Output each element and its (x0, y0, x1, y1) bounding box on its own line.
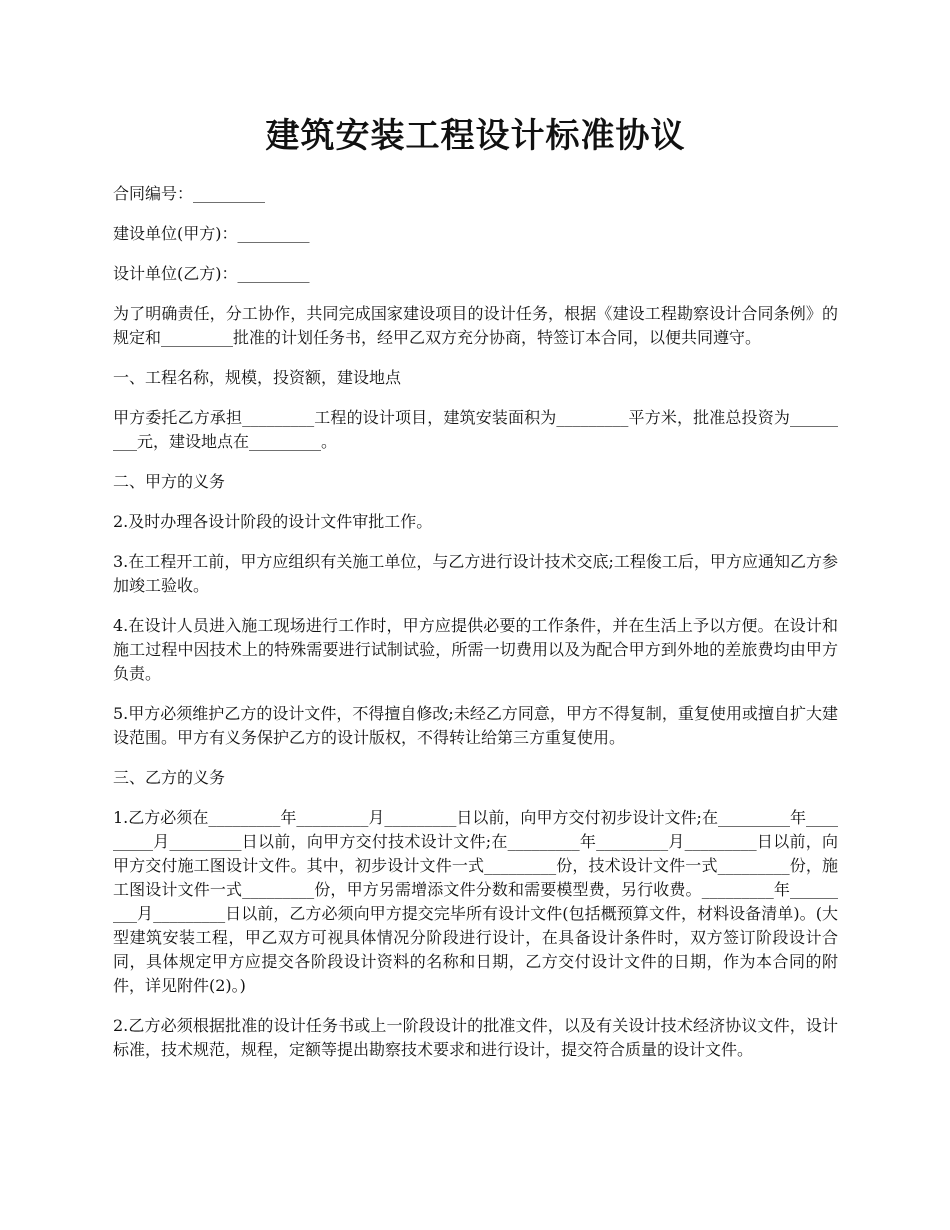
section-2-item: 4.在设计人员进入施工现场进行工作时，甲方应提供必要的工作条件，并在生活上予以方便。在设计和施工过程中因技术上的特殊需要进行试制试验，所需一切费用以及为配合甲方到外地的差旅费均由甲方负责。 (113, 616, 838, 683)
document-title: 建筑安装工程设计标准协议 (265, 116, 686, 156)
party-b-label: 设计单位(乙方)： (113, 264, 238, 283)
section-1-heading: 一、工程名称，规模，投资额，建设地点 (113, 368, 402, 387)
party-b-blank: _________ (237, 264, 310, 283)
section-2-item: 5.甲方必须维护乙方的设计文件，不得擅自修改;未经乙方同意，甲方不得复制，重复使用或擅自扩大建设范围。甲方有义务保护乙方的设计版权，不得转让给第三方重复使用。 (113, 704, 838, 747)
contract-number-blank: _________ (193, 184, 266, 203)
section-2-heading: 二、甲方的义务 (113, 472, 226, 491)
section-3-item: 1.乙方必须在_________年_________月_________日以前，向甲方交付初步设计文件;在_________年_________月_________日以前，向甲方交付技术设计文件;在_________年_________月_________日以前，向甲方交付施工图设计文件。其中，初步设计文件一式_________份，技术设计文件一式_________份，施工图设计文件一式_________份，甲方另需增添文件分数和需要模型费，另行收费。_________年_________月_________日以前，乙方必须向甲方提交完毕所有设计文件(包括概预算文件，材料设备清单)。(大型建筑安装工程，甲乙双方可视具体情况分阶段进行设计，在具备设计条件时，双方签订阶段设计合同，具体规定甲方应提交各阶段设计资料的名称和日期，乙方交付设计文件的日期，作为本合同的附件，详见附件(2)。) (113, 808, 838, 995)
section-3-item: 2.乙方必须根据批准的设计任务书或上一阶段设计的批准文件，以及有关设计技术经济协议文件，设计标准，技术规范，规程，定额等提出勘察技术要求和进行设计，提交符合质量的设计文件。 (113, 1016, 838, 1059)
contract-number-field (113, 182, 838, 206)
contract-number-label: 合同编号： (113, 184, 194, 203)
section-2-item: 3.在工程开工前，甲方应组织有关施工单位，与乙方进行设计技术交底;工程俊工后，甲方应通知乙方参加竣工验收。 (113, 552, 838, 595)
party-b-field (113, 262, 838, 286)
section-2-item: 2.及时办理各设计阶段的设计文件审批工作。 (113, 512, 433, 531)
party-a-label: 建设单位(甲方)： (113, 224, 238, 243)
section-3-heading: 三、乙方的义务 (113, 768, 226, 787)
section-1-body: 甲方委托乙方承担_________工程的设计项目，建筑安装面积为_________平方米，批准总投资为_________元，建设地点在_________。 (113, 408, 838, 451)
intro-paragraph: 为了明确责任，分工协作，共同完成国家建设项目的设计任务，根据《建设工程勘察设计合同条例》的规定和_________批准的计划任务书，经甲乙双方充分协商，特签订本合同，以便共同遵守。 (113, 304, 838, 347)
party-a-blank: _________ (237, 224, 310, 243)
party-a-field (113, 222, 838, 246)
